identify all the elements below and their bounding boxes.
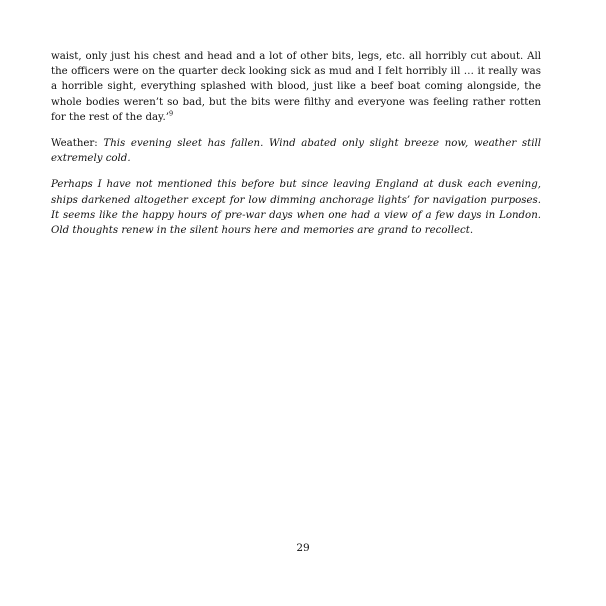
page-number: 29 xyxy=(296,542,310,554)
footnote-reference: 9 xyxy=(168,109,174,118)
weather-label: Weather: xyxy=(51,138,98,150)
paragraph-reflection-text: Perhaps I have not mentioned this before but since leaving England at dusk each evening, ships darkened altogether except for low dimming anchorage lights’ for navigation purposes. It seems like the happy hours of pre-war days when one had a view of a few days in London. Old thoughts renew in the silent hours here and memories are grand to recollect. xyxy=(51,179,541,237)
paragraph-reflection xyxy=(51,177,541,238)
paragraph-weather xyxy=(51,136,541,166)
body-text xyxy=(51,49,541,238)
paragraph-narrative xyxy=(51,49,541,125)
weather-text: This evening sleet has fallen. Wind abated only slight breeze now, weather still extremely cold. xyxy=(51,138,541,165)
paragraph-narrative-text: waist, only just his chest and head and a lot of other bits, legs, etc. all horribly cut about. All the officers were on the quarter deck looking sick as mud and I felt horribly ill … it really was a horrible sight, everything splashed with blood, just like a beef boat coming alongside, the whole bodies weren’t so bad, but the bits were filthy and everyone was feeling rather rotten for the rest of the day.’ xyxy=(51,51,541,123)
